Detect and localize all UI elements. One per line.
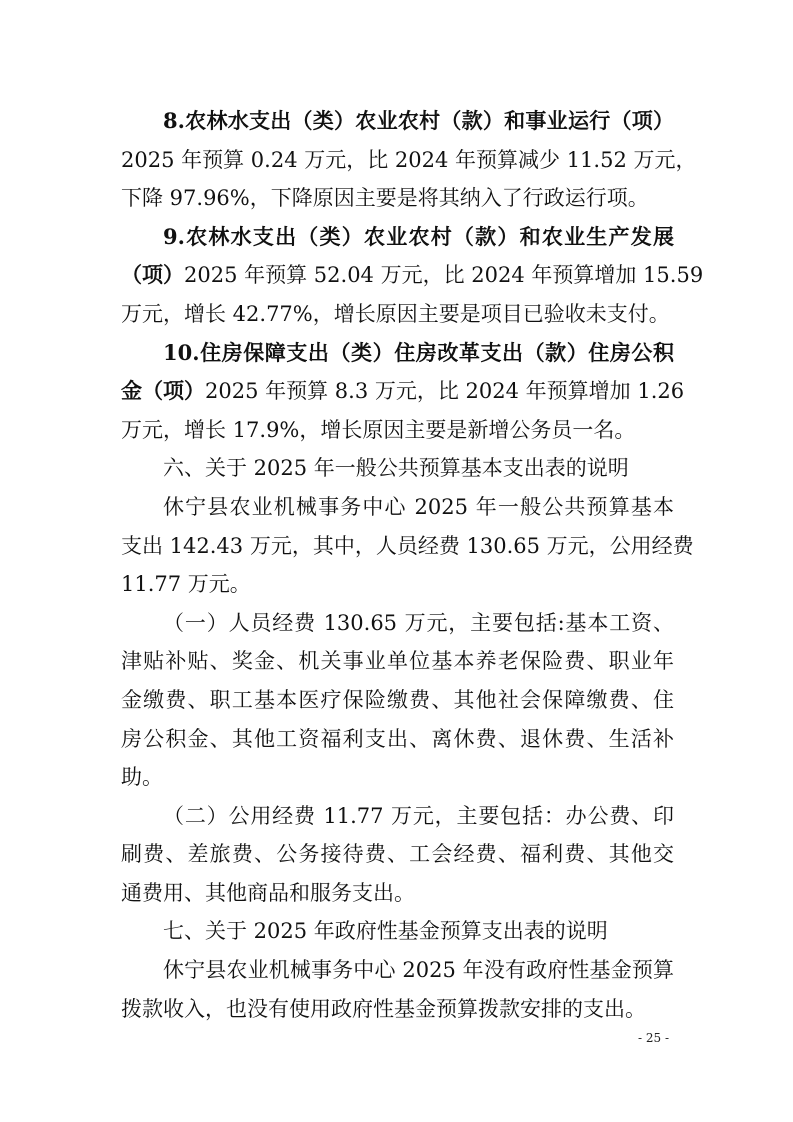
section-7-paragraph-line: 拨款收入，也没有使用政府性基金预算拨款安排的支出。	[121, 996, 646, 1021]
item-9-text: 2025 年预算 52.04 万元，比 2024 年预算增加 15.59	[184, 263, 704, 288]
item-10-text: 2025 年预算 8.3 万元，比 2024 年预算增加 1.26	[205, 379, 685, 404]
item-9-title: 9.农林水支出（类）农业农村（款）和农业生产发展	[163, 223, 674, 249]
public-cost-line: 通费用、其他商品和服务支出。	[121, 880, 415, 905]
document-body	[121, 102, 704, 1028]
personnel-cost-line: 助。	[121, 765, 163, 790]
section-7-heading: 七、关于 2025 年政府性基金预算支出表的说明	[163, 919, 608, 944]
section-6-paragraph-line: 11.77 万元。	[121, 572, 251, 597]
item-9-text-line	[121, 256, 704, 295]
public-cost-line: （二）公用经费 11.77 万元，主要包括：办公费、印	[163, 803, 674, 828]
item-10-text-line: 万元，增长 17.9%，增长原因主要是新增公务员一名。	[121, 417, 636, 442]
item-10-title: 10.住房保障支出（类）住房改革支出（款）住房公积	[163, 339, 674, 365]
personnel-cost-line: 津贴补贴、奖金、机关事业单位基本养老保险费、职业年	[121, 649, 674, 674]
section-6-paragraph-line: 支出 142.43 万元，其中，人员经费 130.65 万元，公用经费	[121, 533, 694, 558]
item-8-text-line: 2025 年预算 0.24 万元，比 2024 年预算减少 11.52 万元，	[121, 147, 697, 172]
item-9-title-end: （项）	[121, 262, 184, 288]
section-6-heading: 六、关于 2025 年一般公共预算基本支出表的说明	[163, 456, 629, 481]
page-number: - 25 -	[637, 1031, 669, 1045]
item-10-text-line	[121, 372, 685, 411]
section-6-paragraph-line: 休宁县农业机械事务中心 2025 年一般公共预算基本	[163, 494, 674, 519]
item-9-text-line: 万元，增长 42.77%，增长原因主要是项目已验收未支付。	[121, 301, 670, 326]
personnel-cost-line: （一）人员经费 130.65 万元，主要包括:基本工资、	[163, 610, 674, 635]
section-7-paragraph-line: 休宁县农业机械事务中心 2025 年没有政府性基金预算	[163, 958, 674, 983]
item-10-title-end: 金（项）	[121, 378, 205, 404]
personnel-cost-line: 金缴费、职工基本医疗保险缴费、其他社会保障缴费、住	[121, 687, 674, 712]
item-8-title: 8.农林水支出（类）农业农村（款）和事业运行（项）	[163, 108, 674, 133]
item-8-text-line: 下降 97.96%，下降原因主要是将其纳入了行政运行项。	[121, 186, 649, 211]
public-cost-line: 刷费、差旅费、公务接待费、工会经费、福利费、其他交	[121, 842, 674, 867]
personnel-cost-line: 房公积金、其他工资福利支出、离休费、退休费、生活补	[121, 726, 674, 751]
